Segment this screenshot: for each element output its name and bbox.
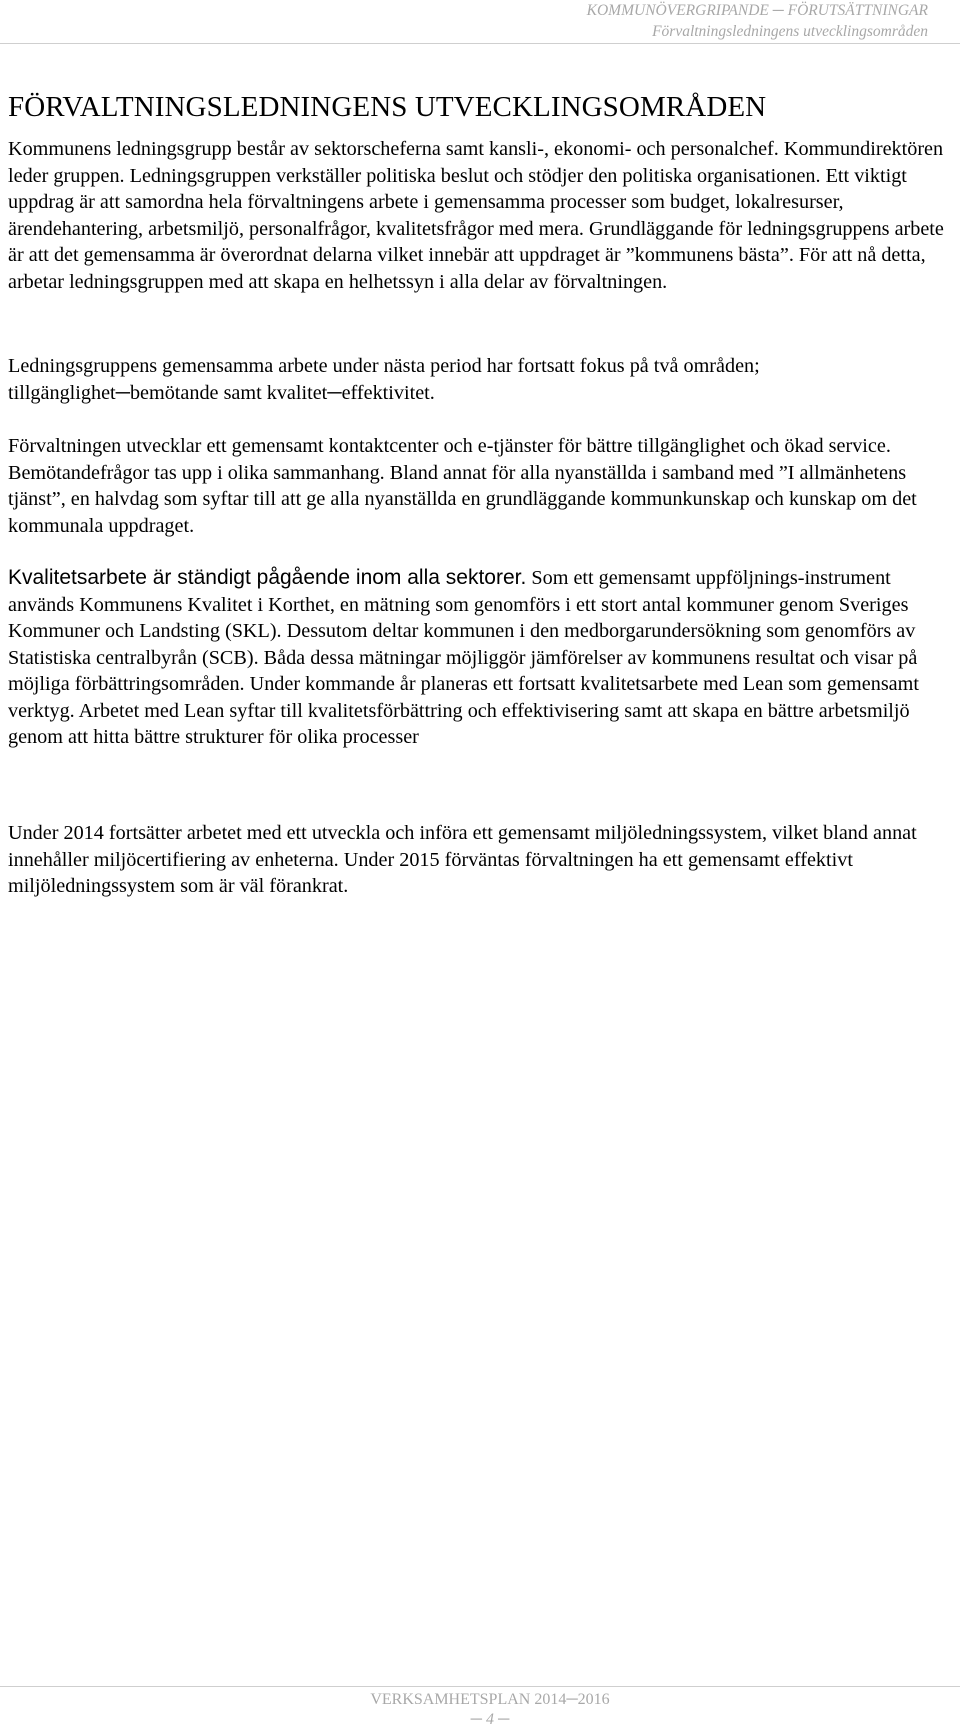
page-title: FÖRVALTNINGSLEDNINGENS UTVECKLINGSOMRÅDEN [8, 91, 767, 123]
paragraph-ledningsgrupp: Kommunens ledningsgrupp består av sektorscheferna samt kansli-, ekonomi- och personalchef. Kommundirektören leder gruppen. Ledningsgruppen verkställer politiska beslut och stödjer den politiska organisationen. Ett viktigt uppdrag är att samordna hela förvaltningens arbete i gemensamma processer som budget, lokalresurser, ärendehantering, arbetsmiljö, personalfrågor, kvalitetsfrågor med mera. Grundläggande för ledningsgruppens arbete är att det gemensamma är överordnat delarna vilket innebär att uppdraget är ”kommunens bästa”. För att nå detta, arbetar ledningsgruppen med att skapa en helhetssyn i alla delar av förvaltningen. [8, 138, 944, 293]
running-header [0, 0, 960, 42]
footer-divider [0, 1686, 960, 1687]
paragraph-body: Som ett gemensamt uppföljnings-instrument används Kommunens Kvalitet i Korthet, en mätning som genomförs i ett stort antal kommuner genom Sveriges Kommuner och Landsting (SKL). Dessutom deltar kommunen i den medborgarundersökning som genomförs av Statistiska centralbyrån (SCB). Båda dessa mätningar möjliggör jämförelser av kommunens resultat och visar på möjliga förbättringsområden. Under kommande år planeras ett fortsatt kvalitetsarbete med Lean som gemensamt verktyg. Arbetet med Lean syftar till kvalitetsförbättring och effektivisering samt att skapa en bättre arbetsmiljö genom att hitta bättre strukturer för olika processer [8, 567, 919, 748]
header-section-title: KOMMUNÖVERGRIPANDE ─ FÖRUTSÄTTNINGAR [586, 2, 928, 19]
page-number: ─ 4 ─ [470, 1711, 510, 1728]
paragraph-miljoledning: Under 2014 fortsätter arbetet med ett utveckla och införa ett gemensamt miljöledningssystem, vilket bland annat innehåller miljöcertifiering av enheterna. Under 2015 förväntas förvaltningen ha ett gemensamt effektivt miljöledningssystem som är väl förankrat. [8, 822, 917, 897]
header-subsection-title: Förvaltningsledningens utvecklingsområden [652, 23, 928, 40]
paragraph-lead-sentence: Kvalitetsarbete är ständigt pågående inom alla sektorer. [8, 566, 527, 589]
paragraph-fokusomraden: Ledningsgruppens gemensamma arbete under nästa period har fortsatt fokus på två områden; tillgänglighet─bemötande samt kvalitet─effektivitet. [8, 355, 760, 404]
page-footer [0, 1690, 960, 1730]
paragraph-kvalitetsarbete [8, 565, 948, 751]
footer-document-title: VERKSAMHETSPLAN 2014─2016 [370, 1691, 610, 1708]
header-divider [0, 43, 960, 44]
paragraph-tillganglighet: Förvaltningen utvecklar ett gemensamt kontaktcenter och e-tjänster för bättre tillgänglighet och ökad service. Bemötandefrågor tas upp i olika sammanhang. Bland annat för alla nyanställda i samband med ”I allmänhetens tjänst”, en halvdag som syftar till att ge alla nyanställda en grundläggande kommunkunskap och kunskap om det kommunala uppdraget. [8, 435, 917, 537]
